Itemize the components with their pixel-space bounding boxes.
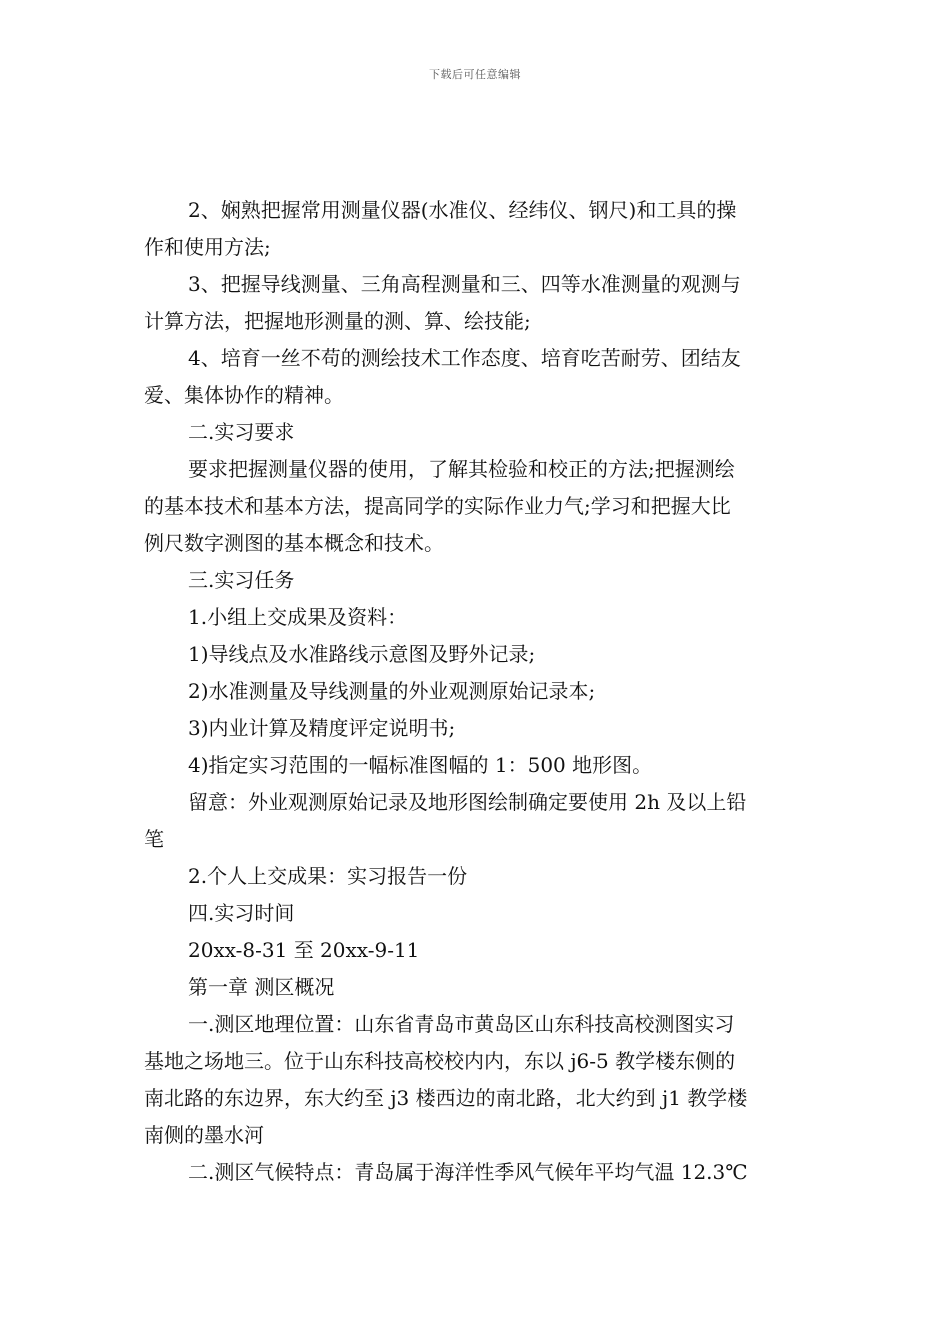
text-line: 爱、集体协作的精神。	[144, 383, 344, 407]
text-line: 二.实习要求	[188, 420, 295, 444]
text-line: 2.个人上交成果：实习报告一份	[188, 864, 468, 888]
text-line: 留意：外业观测原始记录及地形图绘制确定要使用 2h 及以上铅	[188, 790, 747, 814]
text-line: 南侧的墨水河	[144, 1123, 264, 1147]
text-line: 计算方法，把握地形测量的测、算、绘技能;	[144, 309, 531, 333]
text-line: 四.实习时间	[188, 901, 295, 925]
text-line: 的基本技术和基本方法，提高同学的实际作业力气;学习和把握大比	[144, 494, 731, 518]
text-line: 作和使用方法;	[144, 235, 271, 259]
text-line: 基地之场地三。位于山东科技高校校内内，东以 j6-5 教学楼东侧的	[144, 1049, 736, 1073]
text-line: 3)内业计算及精度评定说明书;	[188, 716, 456, 740]
text-line: 2)水准测量及导线测量的外业观测原始记录本;	[188, 679, 596, 703]
body-text	[144, 192, 808, 1191]
text-line: 笔	[144, 827, 164, 851]
text-line: 2、娴熟把握常用测量仪器(水准仪、经纬仪、钢尺)和工具的操	[188, 198, 737, 222]
text-line: 4、培育一丝不苟的测绘技术工作态度、培育吃苦耐劳、团结友	[188, 346, 741, 370]
text-line: 例尺数字测图的基本概念和技术。	[144, 531, 444, 555]
text-line: 4)指定实习范围的一幅标准图幅的 1：500 地形图。	[188, 753, 653, 777]
text-line: 1.小组上交成果及资料：	[188, 605, 408, 629]
text-line: 1)导线点及水准路线示意图及野外记录;	[188, 642, 536, 666]
text-line: 20xx-8-31 至 20xx-9-11	[188, 938, 420, 962]
page-header: 下载后可任意编辑	[429, 68, 521, 81]
text-line: 南北路的东边界，东大约至 j3 楼西边的南北路，北大约到 j1 教学楼	[144, 1086, 748, 1110]
text-line: 三.实习任务	[188, 568, 295, 592]
text-line: 二.测区气候特点：青岛属于海洋性季风气候年平均气温 12.3℃	[188, 1160, 748, 1184]
text-line: 第一章 测区概况	[188, 975, 335, 999]
text-line: 3、把握导线测量、三角高程测量和三、四等水准测量的观测与	[188, 272, 741, 296]
text-line: 一.测区地理位置：山东省青岛市黄岛区山东科技高校测图实习	[188, 1012, 735, 1036]
text-line: 要求把握测量仪器的使用，了解其检验和校正的方法;把握测绘	[188, 457, 735, 481]
